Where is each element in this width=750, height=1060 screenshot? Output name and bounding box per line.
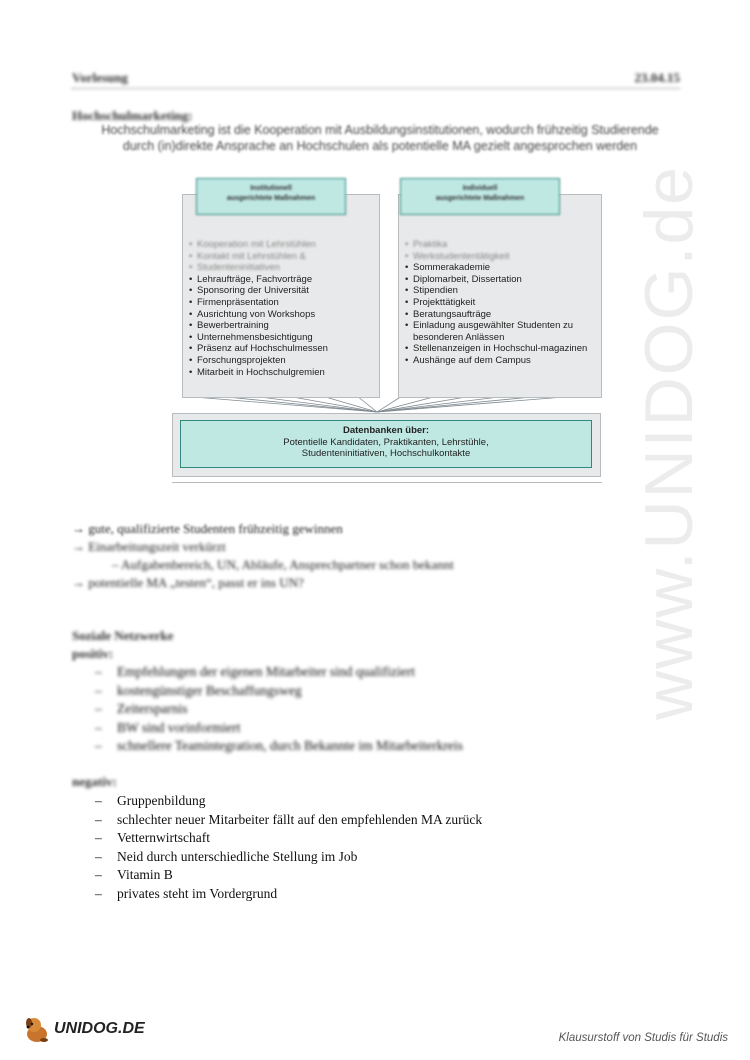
database-title: Datenbanken über: bbox=[342, 425, 430, 436]
list-item: – Vetternwirtschaft bbox=[95, 829, 482, 848]
list-item: • Forschungsprojekten bbox=[189, 355, 328, 367]
header-date: 23.04.15 bbox=[634, 70, 680, 85]
list-item: • Einladung ausgewählter Studenten zu besonderen Anlässen bbox=[405, 320, 595, 343]
list-item: • Stipendien bbox=[405, 285, 595, 297]
footer-logo[interactable] bbox=[22, 1014, 145, 1044]
list-item: • Werkstudententätigkeit bbox=[405, 251, 595, 263]
list-item: • Praktika bbox=[405, 239, 595, 251]
positiv-label: positiv: bbox=[72, 646, 114, 661]
list-item: • Kontakt mit Lehrstühlen & bbox=[189, 251, 328, 263]
list-item: – Neid durch unterschiedliche Stellung im Job bbox=[95, 848, 482, 867]
list-item: • Projekttätigkeit bbox=[405, 297, 595, 309]
section-title-hochschulmarketing: Hochschulmarketing: bbox=[72, 108, 193, 123]
list-item: – Gruppenbildung bbox=[95, 792, 482, 811]
arrow-notes bbox=[72, 520, 454, 592]
database-line: Studenteninitiativen, Hochschulkontakte bbox=[301, 448, 471, 459]
list-item: • Bewerbertraining bbox=[189, 320, 328, 332]
list-item: • Ausrichtung von Workshops bbox=[189, 309, 328, 321]
database-line: Potentielle Kandidaten, Praktikanten, Lehrstühle, bbox=[283, 436, 489, 448]
watermark: www.UNIDOG.de bbox=[631, 165, 707, 720]
individual-measures-header: Individuell ausgerichtete Maßnahmen bbox=[400, 178, 560, 215]
list-item: • Präsenz auf Hochschulmessen bbox=[189, 343, 328, 355]
list-item: – schlechter neuer Mitarbeiter fällt auf den empfehlenden MA zurück bbox=[95, 811, 482, 830]
arrow-note: → Einarbeitungszeit verkürzt bbox=[72, 539, 226, 554]
individual-measures-box bbox=[398, 194, 602, 398]
list-item: • Sponsoring der Universität bbox=[189, 285, 328, 297]
list-item: • Kooperation mit Lehrstühlen bbox=[189, 239, 328, 251]
list-item: – Zeitersparnis bbox=[95, 700, 463, 719]
intro-text: Hochschulmarketing ist die Kooperation mit Ausbildungsinstitutionen, wodurch frühzeitig Studierende durch (in)direkte Ansprache an Hochschulen als potentielle MA gezielt angesprochen werden bbox=[101, 123, 659, 153]
list-item: • Diplomarbeit, Dissertation bbox=[405, 274, 595, 286]
database-box bbox=[172, 413, 601, 477]
positiv-list bbox=[95, 663, 463, 756]
list-item: – Vitamin B bbox=[95, 866, 482, 885]
list-item: – schnellere Teamintegration, durch Bekannte im Mitarbeiterkreis bbox=[95, 737, 463, 756]
diagram-footer-rule bbox=[172, 482, 602, 483]
arrow-note: → potentielle MA „testen“, passt er ins UN? bbox=[72, 575, 304, 590]
list-item: • Sommerakademie bbox=[405, 262, 595, 274]
list-item: • Mitarbeit in Hochschulgremien bbox=[189, 367, 328, 379]
negativ-list bbox=[95, 792, 482, 903]
logo-text: UNIDOG.DE bbox=[54, 1020, 145, 1037]
institutional-measures-header: Institutionell ausgerichtete Maßnahmen bbox=[196, 178, 346, 215]
list-item: • Beratungsaufträge bbox=[405, 309, 595, 321]
page-header bbox=[72, 70, 680, 89]
list-item: • Aushänge auf dem Campus bbox=[405, 355, 595, 367]
list-item: • Lehraufträge, Fachvorträge bbox=[189, 274, 328, 286]
list-item: – BW sind vorinformiert bbox=[95, 719, 463, 738]
footer-tagline: Klausurstoff von Studis für Studis bbox=[558, 1032, 728, 1044]
dog-mascot-icon bbox=[22, 1014, 52, 1044]
list-item: • Unternehmensbesichtigung bbox=[189, 332, 328, 344]
list-item: – privates steht im Vordergrund bbox=[95, 885, 482, 904]
list-item: • Studenteninitiativen bbox=[189, 262, 328, 274]
list-item: – Empfehlungen der eigenen Mitarbeiter sind qualifiziert bbox=[95, 663, 463, 682]
database-box-inner bbox=[180, 420, 592, 468]
measures-diagram bbox=[172, 178, 602, 488]
negativ-label: negativ: bbox=[72, 774, 117, 789]
list-item: • Firmenpräsentation bbox=[189, 297, 328, 309]
arrow-subnote: – Aufgabenbereich, UN, Abläufe, Ansprechpartner schon bekannt bbox=[112, 557, 454, 572]
institutional-measures-box bbox=[182, 194, 380, 398]
arrow-note: → gute, qualifizierte Studenten frühzeitig gewinnen bbox=[72, 521, 343, 536]
list-item: – kostengünstiger Beschaffungsweg bbox=[95, 682, 463, 701]
section-title-soziale-netzwerke: Soziale Netzwerke bbox=[72, 628, 174, 643]
list-item: • Stellenanzeigen in Hochschul-magazinen bbox=[405, 343, 595, 355]
header-lecture: Vorlesung bbox=[72, 70, 128, 85]
